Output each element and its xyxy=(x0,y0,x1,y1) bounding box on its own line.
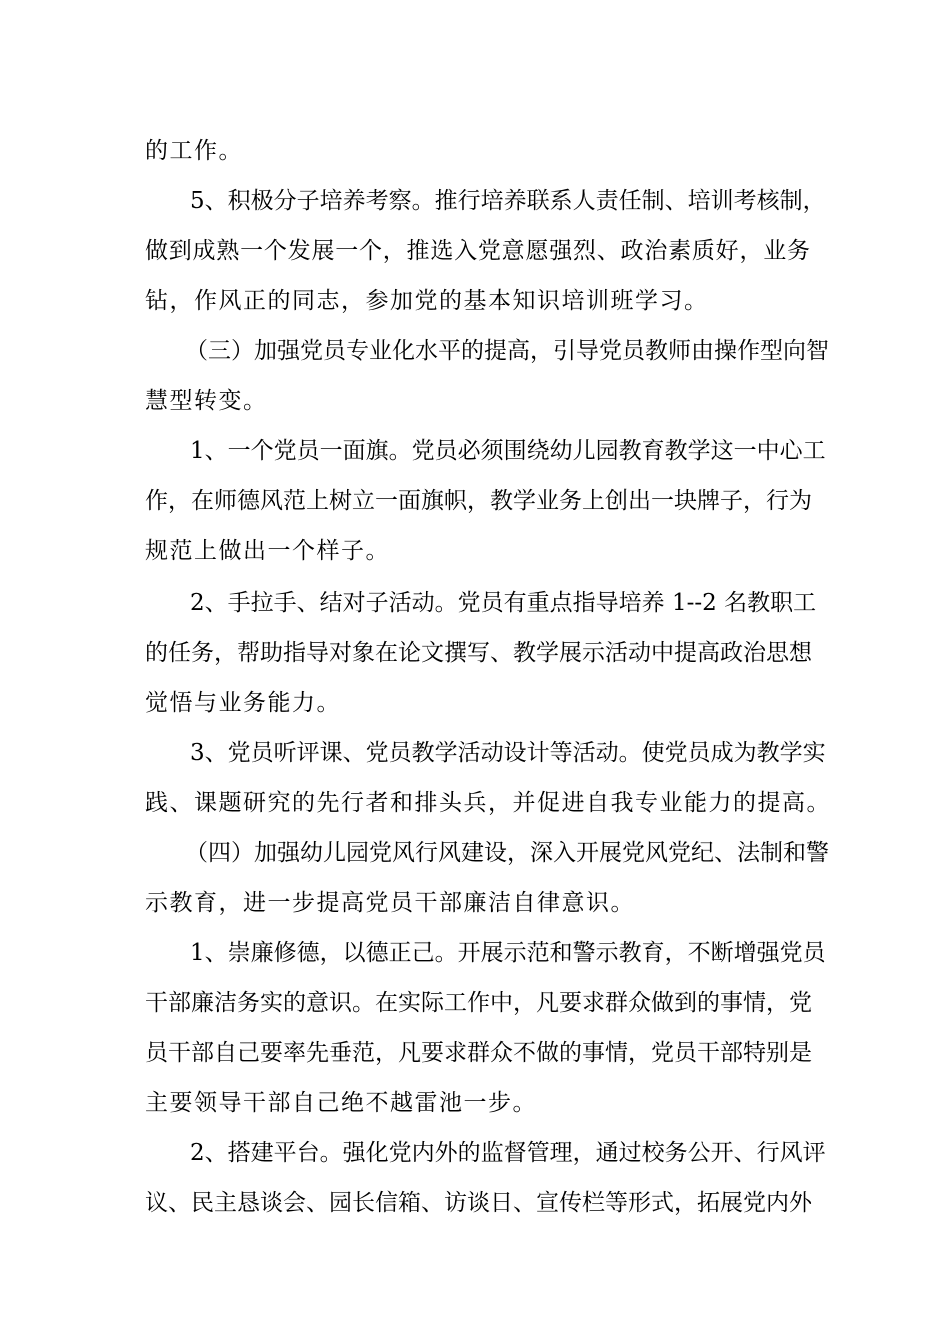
text-line: 3、党员听评课、党员教学活动设计等活动。使党员成为教学实 xyxy=(190,740,826,766)
text-line: 钻，作风正的同志，参加党的基本知识培训班学习。 xyxy=(145,288,709,314)
text-line: 2、搭建平台。强化党内外的监督管理，通过校务公开、行风评 xyxy=(190,1140,826,1166)
text-line: 做到成熟一个发展一个，推选入党意愿强烈、政治素质好，业务 xyxy=(145,238,810,264)
text-line: 1、崇廉修德，以德正己。开展示范和警示教育，不断增强党员 xyxy=(190,940,826,966)
text-line: 践、课题研究的先行者和排头兵，并促进自我专业能力的提高。 xyxy=(145,790,831,816)
text-line: （三）加强党员专业化水平的提高，引导党员教师由操作型向智 xyxy=(185,338,829,364)
text-line: （四）加强幼儿园党风行风建设，深入开展党风党纪、法制和警 xyxy=(185,840,829,866)
text-line: 规范上做出一个样子。 xyxy=(145,538,390,564)
text-line: 员干部自己要率先垂范，凡要求群众不做的事情，党员干部特别是 xyxy=(145,1040,812,1066)
text-line: 2、手拉手、结对子活动。党员有重点指导培养 1--2 名教职工 xyxy=(190,590,817,616)
text-line: 的工作。 xyxy=(145,138,243,164)
text-line: 干部廉洁务实的意识。在实际工作中，凡要求群众做到的事情，党 xyxy=(145,990,812,1016)
text-line: 5、积极分子培养考察。推行培养联系人责任制、培训考核制， xyxy=(190,188,826,214)
text-line: 议、民主恳谈会、园长信箱、访谈日、宣传栏等形式，拓展党内外 xyxy=(145,1190,812,1216)
text-line: 慧型转变。 xyxy=(145,388,268,414)
text-line: 示教育，进一步提高党员干部廉洁自律意识。 xyxy=(145,890,635,916)
text-line: 主要领导干部自己绝不越雷池一步。 xyxy=(145,1090,537,1116)
text-line: 1、一个党员一面旗。党员必须围绕幼儿园教育教学这一中心工 xyxy=(190,438,826,464)
text-line: 的任务，帮助指导对象在论文撰写、教学展示活动中提高政治思想 xyxy=(145,640,812,666)
text-line: 觉悟与业务能力。 xyxy=(145,690,341,716)
text-line: 作，在师德风范上树立一面旗帜，教学业务上创出一块牌子，行为 xyxy=(145,488,812,514)
